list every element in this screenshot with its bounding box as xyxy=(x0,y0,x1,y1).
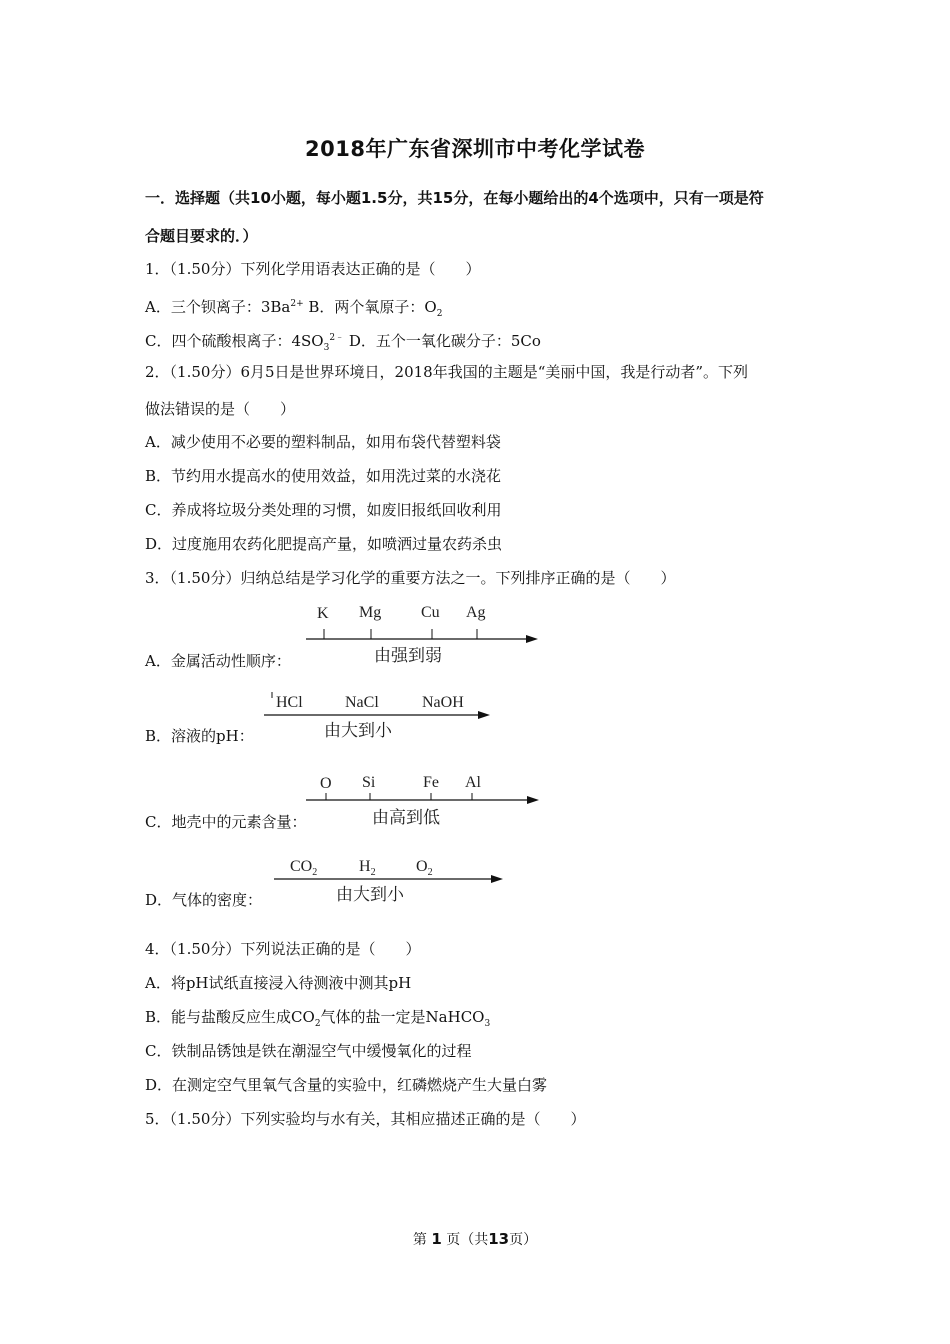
q3-option-c-diagram xyxy=(306,768,551,834)
q3-option-a-label: A．金属活动性顺序： xyxy=(145,652,291,670)
q1-stem: 1．（1.50分）下列化学用语表达正确的是（ ） xyxy=(145,260,481,278)
page-footer xyxy=(0,1229,950,1249)
footer-page-number: 1 xyxy=(431,1230,442,1248)
q1-option-a: A．三个钡离子：3Ba xyxy=(145,298,291,316)
footer-total-pages: 13 xyxy=(488,1230,510,1248)
q4-option-c: C．铁制品锈蚀是铁在潮湿空气中缓慢氧化的过程 xyxy=(145,1042,472,1060)
q2-stem-line2: 做法错误的是（ ） xyxy=(145,400,296,418)
q3c-item-1: O xyxy=(320,775,332,792)
q4-option-b xyxy=(145,1007,490,1034)
q3d-item-3-symbol: O xyxy=(416,858,428,875)
q4-option-d: D．在测定空气里氧气含量的实验中，红磷燃烧产生大量白雾 xyxy=(145,1076,548,1094)
q1-options-ab xyxy=(145,294,442,324)
q3d-item-1-symbol: CO xyxy=(290,858,313,875)
q4-option-b-text2: 气体的盐一定是NaHCO xyxy=(320,1008,485,1026)
q5-stem: 5．（1.50分）下列实验均与水有关，其相应描述正确的是（ ） xyxy=(145,1110,586,1128)
footer-prefix: 第 xyxy=(412,1232,427,1248)
q3a-item-1: K xyxy=(317,605,329,622)
q3b-item-1: HCl xyxy=(276,694,303,711)
section-header-line1: 一．选择题（共10小题，每小题1.5分，共15分，在每小题给出的4个选项中，只有一项是符 xyxy=(145,189,764,207)
q3a-arrow-head xyxy=(526,635,538,643)
section-header-line2: 合题目要求的．） xyxy=(145,227,258,245)
q3a-item-4: Ag xyxy=(466,604,486,621)
q1-option-b-sub: 2 xyxy=(436,309,443,319)
q3-stem: 3．（1.50分）归纳总结是学习化学的重要方法之一。下列排序正确的是（ ） xyxy=(145,569,676,587)
q3c-arrow-head xyxy=(527,796,539,804)
q1-option-c-sub: 3 xyxy=(323,343,330,353)
q3c-item-4: Al xyxy=(465,774,481,791)
q1-option-d: D．五个一氧化碳分子：5Co xyxy=(344,332,541,350)
q3d-item-2-symbol: H xyxy=(359,858,371,875)
q1-option-c: C．四个硫酸根离子：4SO xyxy=(145,332,324,350)
q3c-caption: 由高到低 xyxy=(372,808,440,828)
q4-option-a: A．将pH试纸直接浸入待测液中测其pH xyxy=(145,974,412,992)
q3b-arrow-head xyxy=(478,711,490,719)
q1-options-cd xyxy=(145,328,541,358)
footer-suffix: 页） xyxy=(509,1232,538,1248)
q3-option-b-label: B．溶液的pH： xyxy=(145,727,254,745)
q3d-item-1-sub: 2 xyxy=(312,867,318,878)
q2-stem-line1: 2．（1.50分）6月5日是世界环境日，2018年我国的主题是“美丽中国，我是行动者”。下列 xyxy=(145,363,749,381)
q3d-item-1 xyxy=(290,858,317,878)
q3-option-c-label: C．地壳中的元素含量： xyxy=(145,813,307,831)
q3d-item-2-sub: 2 xyxy=(370,867,376,878)
q3b-caption: 由大到小 xyxy=(324,721,392,741)
q3d-arrow-head xyxy=(491,875,503,883)
q3-option-d-label: D．气体的密度： xyxy=(145,891,263,909)
q3d-caption: 由大到小 xyxy=(336,885,404,905)
page-title: 2018年广东省深圳市中考化学试卷 xyxy=(305,137,645,161)
q3a-item-2: Mg xyxy=(359,604,382,621)
q3-option-d-diagram xyxy=(272,852,512,912)
footer-middle: 页（共 xyxy=(446,1232,489,1248)
q3a-caption: 由强到弱 xyxy=(374,646,442,666)
q3d-item-3 xyxy=(416,858,433,878)
q3d-item-3-sub: 2 xyxy=(427,867,433,878)
q1-option-b: B．两个氧原子：O xyxy=(303,298,437,316)
q2-option-b: B．节约用水提高水的使用效益，如用洗过菜的水浇花 xyxy=(145,467,502,485)
q2-option-c: C．养成将垃圾分类处理的习惯，如废旧报纸回收利用 xyxy=(145,501,502,519)
q2-option-d: D．过度施用农药化肥提高产量，如喷洒过量农药杀虫 xyxy=(145,535,503,553)
q1-option-c-charge: 2﹣ xyxy=(329,333,345,343)
q3b-item-3: NaOH xyxy=(422,694,464,711)
q3a-item-3: Cu xyxy=(421,604,440,621)
q4-stem: 4．（1.50分）下列说法正确的是（ ） xyxy=(145,940,421,958)
q3d-item-2 xyxy=(359,858,376,878)
q3-option-b-diagram xyxy=(262,688,502,748)
q4-option-b-sub2: 3 xyxy=(484,1019,491,1029)
q3c-item-3: Fe xyxy=(423,774,439,791)
q4-option-b-text: B．能与盐酸反应生成CO xyxy=(145,1008,315,1026)
q3b-item-2: NaCl xyxy=(345,694,379,711)
q3c-item-2: Si xyxy=(362,774,376,791)
q3-option-a-diagram xyxy=(300,598,550,670)
q1-option-a-charge: 2+ xyxy=(290,299,304,309)
q2-option-a: A．减少使用不必要的塑料制品，如用布袋代替塑料袋 xyxy=(145,433,501,451)
q4-option-b-sub1: 2 xyxy=(314,1019,321,1029)
